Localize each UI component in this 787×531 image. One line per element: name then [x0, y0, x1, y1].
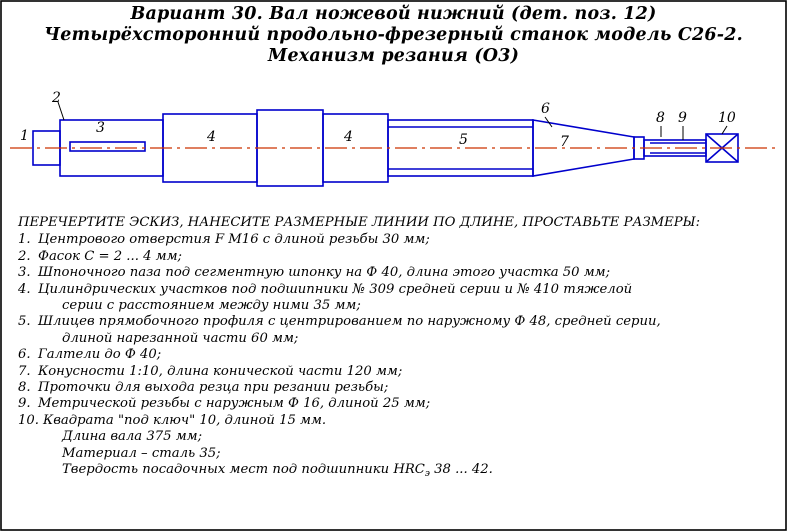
hardness-subscript: э: [424, 469, 430, 480]
spec-item-6: [18, 347, 773, 363]
material-note: Материал – сталь 35;: [62, 445, 221, 461]
callout-9: 9: [678, 110, 687, 126]
spec-item-9: [18, 396, 773, 412]
spec-item-7-text: Конусности 1:10, длина конической части 120 мм;: [38, 363, 403, 379]
spec-item-2-number: 2.: [18, 248, 31, 264]
keyway-slot: [70, 142, 145, 151]
callout-4a: 4: [207, 129, 216, 145]
spec-item-7: [18, 364, 773, 380]
spec-item-10-number: 10.: [18, 412, 39, 428]
hardness-prefix: Твердость посадочных мест под подшипники HRC: [62, 462, 425, 478]
spec-item-6-number: 6.: [18, 347, 31, 363]
specification-list: [18, 215, 773, 480]
spec-item-5: [18, 314, 773, 330]
spec-item-7-number: 7.: [18, 363, 31, 379]
spec-item-1: [18, 232, 773, 248]
hardness-suffix: 38 ... 42.: [429, 462, 493, 478]
spec-item-3-text: Шпоночного паза под сегментную шпонку на Ф 40, длина этого участка 50 мм;: [38, 265, 611, 281]
spec-item-9-number: 9.: [18, 396, 31, 412]
callout-5: 5: [459, 132, 468, 148]
spec-item-10-text: Квадрата "под ключ" 10, длиной 15 мм.: [43, 412, 327, 428]
spec-item-1-number: 1.: [18, 232, 31, 248]
shaft-length-note: Длина вала 375 мм;: [62, 429, 203, 445]
spec-item-5-text: Шлицев прямобочного профиля с центрированием по наружному Ф 48, средней серии,: [38, 314, 661, 330]
spec-item-2-text: Фасок С = 2 ... 4 мм;: [38, 248, 182, 264]
spec-item-5-continuation: длиной нарезанной части 60 мм;: [62, 330, 299, 346]
callout-3: 3: [96, 120, 105, 136]
spec-item-4: [18, 282, 773, 298]
spec-item-5-number: 5.: [18, 314, 31, 330]
hardness-note: [18, 462, 773, 479]
spec-item-6-text: Галтели до Ф 40;: [38, 347, 162, 363]
title-line-2: Четырёхсторонний продольно-фрезерный станок модель С26-2.: [44, 25, 743, 45]
spec-item-4-number: 4.: [18, 281, 31, 297]
spec-item-3: [18, 265, 773, 281]
spec-item-3-number: 3.: [18, 265, 31, 281]
callout-10: 10: [718, 110, 736, 126]
spec-item-1-text: Центрового отверстия F М16 с длиной резьбы 30 мм;: [38, 232, 430, 248]
callout-1: 1: [20, 128, 29, 144]
title-line-3: Механизм резания (О3): [267, 46, 520, 66]
callout-6: 6: [541, 101, 550, 117]
spec-item-2: [18, 249, 773, 265]
spec-item-8-number: 8.: [18, 380, 31, 396]
title-line-1: Вариант 30. Вал ножевой нижний (дет. поз. 12): [130, 4, 657, 24]
spec-item-4-continuation: серии с расстоянием между ними 35 мм;: [62, 298, 361, 314]
spec-item-9-text: Метрической резьбы с наружным Ф 16, длиной 25 мм;: [38, 396, 431, 412]
spec-item-10: [18, 413, 773, 429]
callout-8: 8: [656, 110, 665, 126]
callout-4b: 4: [344, 129, 353, 145]
spec-item-4-text: Цилиндрических участков под подшипники № 309 средней серии и № 410 тяжелой: [38, 281, 633, 297]
callout-leaders: [58, 102, 727, 140]
spec-item-8: [18, 380, 773, 396]
spec-item-8-text: Проточки для выхода резца при резании резьбы;: [38, 380, 389, 396]
spec-heading: ПЕРЕЧЕРТИТЕ ЭСКИЗ, НАНЕСИТЕ РАЗМЕРНЫЕ ЛИНИИ ПО ДЛИНЕ, ПРОСТАВЬТЕ РАЗМЕРЫ:: [18, 215, 701, 230]
callout-2: 2: [52, 90, 61, 106]
callout-7: 7: [560, 134, 569, 150]
